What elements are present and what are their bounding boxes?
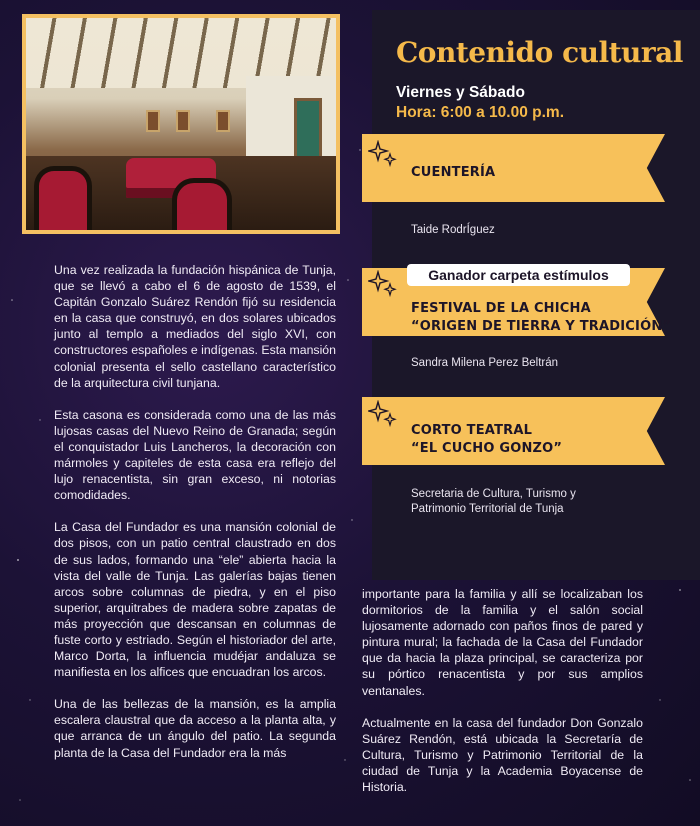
event-title: [411, 300, 671, 336]
red-armchair: [34, 166, 92, 234]
article-left-column: [54, 262, 336, 777]
credit-line: Secretaria de Cultura, Turismo y: [411, 488, 576, 500]
event-title-line: “ORIGEN DE TIERRA Y TRADICIÓN”: [411, 319, 672, 334]
wall-painting: [146, 110, 160, 132]
event-title: [411, 422, 562, 458]
event-credit: Sandra Milena Perez Beltrán: [411, 357, 559, 369]
event-credit: [411, 487, 576, 517]
colonial-room-photo: [22, 14, 340, 234]
event-title-line: CORTO TEATRAL: [411, 423, 533, 438]
article-paragraph: Una de las bellezas de la mansión, es la amplia escalera claustral que da acceso a la planta alta, y que arranca de un ángulo del patio. La segunda planta de la Casa del Fundador era la más: [54, 697, 336, 760]
article-right-column: [362, 586, 643, 811]
award-badge: Ganador carpeta estímulos: [407, 264, 630, 286]
article-paragraph: Esta casona es considerada como una de las más lujosas casas del Nuevo Reino de Granada; según el conquistador Luis Lancheros, la decoración con mármoles y capiteles de esta casa era reflejo del lujo renacentista, sin gran exceso, ni notorias comodidades.: [54, 407, 336, 503]
sparkle-icon: [368, 400, 398, 430]
article-paragraph: Actualmente en la casa del fundador Don Gonzalo Suárez Rendón, está ubicada la Secretaría de Cultura, Turismo y Patrimonio Territorial de la ciudad de Tunja y la Academia Boyacense de Historia.: [362, 715, 643, 795]
event-hours: Hora: 6:00 a 10.00 p.m.: [396, 104, 564, 121]
event-days: Viernes y Sábado: [396, 84, 525, 101]
event-title: [411, 164, 495, 182]
article-paragraph: La Casa del Fundador es una mansión colonial de dos pisos, con un patio central claustrado en dos de sus lados, formando una “ele” abierta hacia la vista del valle de Tunja. Las galerías bajas tienen arcos sobre columnas de piedra, y en el piso superior, arquitrabes de madera sobre zapatas de más proyección que descansan en columnas de fuste corto y estriado. Según el historiador del arte, Marco Dorta, la influencia mudéjar andaluza se manifiesta en los alfices que encuadran los arcos.: [54, 520, 336, 680]
sparkle-icon: [368, 270, 398, 300]
sparkle-icon: [368, 140, 398, 170]
event-banner-cuenteria: [362, 134, 665, 202]
panel-title: Contenido cultural: [396, 36, 683, 69]
event-title-line: FESTIVAL DE LA CHICHA: [411, 301, 591, 316]
wall-painting: [216, 110, 230, 132]
credit-line: Patrimonio Territorial de Tunja: [411, 503, 564, 515]
article-paragraph: importante para la familia y allí se localizaban los dormitorios de la familia y el salón social lujosamente adornado con paños finos de pared y pintura mural; la fachada de la Casa del Fundador que da hacia la plaza principal, se caracteriza por su pórtico renacentista y por sus amplios ventanales.: [362, 587, 643, 698]
event-title-line: “EL CUCHO GONZO”: [411, 441, 563, 456]
event-credit: Taide RodrÍguez: [411, 224, 495, 236]
event-title-line: CUENTERÍA: [411, 165, 496, 180]
red-armchair: [172, 178, 232, 234]
wall-painting: [176, 110, 190, 132]
article-paragraph: Una vez realizada la fundación hispánica de Tunja, que se llevó a cabo el 6 de agosto de 1539, el Capitán Gonzalo Suárez Rendón fijó su residencia en la casa que construyó, en dos solares ubicados junto al templo a mediados del siglo XVI, con constructores españoles e indígenas. Esta mansión colonial presenta el sello castellano característico de la arquitectura civil tunjana.: [54, 263, 336, 390]
